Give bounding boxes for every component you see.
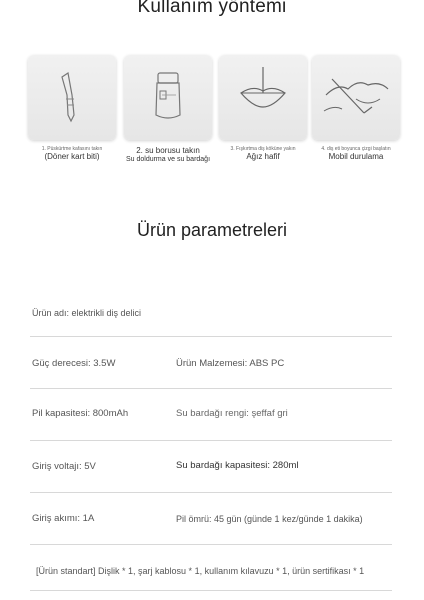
step-3-card — [219, 55, 307, 140]
step-4-caption-small: 4. diş eti boyunca çizgi başlatın — [321, 146, 391, 152]
param-battery-life: Pil ömrü: 45 gün (günde 1 kez/günde 1 dakika) — [176, 514, 363, 524]
step-2-caption-sub: Su doldurma ve su bardağı — [125, 156, 211, 163]
step-3 — [219, 55, 307, 162]
lips-icon — [219, 55, 307, 140]
param-row-1 — [30, 298, 392, 337]
param-row-2 — [30, 336, 392, 389]
param-voltage: Giriş voltajı: 5V — [32, 461, 96, 472]
step-1-card — [28, 55, 116, 140]
step-2 — [124, 55, 212, 165]
step-4-caption-big: Mobil durulama — [328, 152, 384, 162]
step-1-caption-big: (Döner kart biti) — [44, 152, 100, 162]
step-2-caption-main: 2. su borusu takın — [136, 146, 200, 155]
param-current: Giriş akımı: 1A — [32, 513, 95, 524]
step-2-card — [124, 55, 212, 140]
param-cup-color: Su bardağı rengi: şeffaf gri — [176, 408, 288, 419]
usage-title: Kullanım yöntemi — [137, 0, 287, 17]
step-1-caption-small: 1. Püskürtme kafasını takın — [41, 146, 103, 152]
param-cup-capacity: Su bardağı kapasitesi: 280ml — [176, 460, 299, 471]
param-power: Güç derecesi: 3.5W — [32, 358, 116, 369]
nozzle-icon — [28, 55, 116, 140]
param-row-3 — [30, 388, 392, 441]
step-3-caption-small: 3. Fışkırtma diş köküne yakın — [230, 146, 296, 152]
step-1 — [28, 55, 116, 162]
brushing-icon — [312, 55, 400, 140]
param-battery: Pil kapasitesi: 800mAh — [32, 408, 129, 419]
step-3-caption-big: Ağız hafif — [246, 152, 280, 162]
param-material: Ürün Malzemesi: ABS PC — [176, 358, 285, 369]
param-row-4 — [30, 440, 392, 493]
param-row-5 — [30, 492, 392, 545]
params-title: Ürün parametreleri — [136, 220, 288, 240]
param-product-name: Ürün adı: elektrikli diş delici — [32, 308, 142, 318]
param-row-6 — [30, 544, 392, 591]
param-standard: [Ürün standart] Dişlik * 1, şarj kablosu * 1, kullanım kılavuzu * 1, ürün sertifikası * 1 — [36, 566, 365, 576]
step-4-card — [312, 55, 400, 140]
water-tank-icon — [124, 55, 212, 140]
step-4 — [312, 55, 400, 162]
